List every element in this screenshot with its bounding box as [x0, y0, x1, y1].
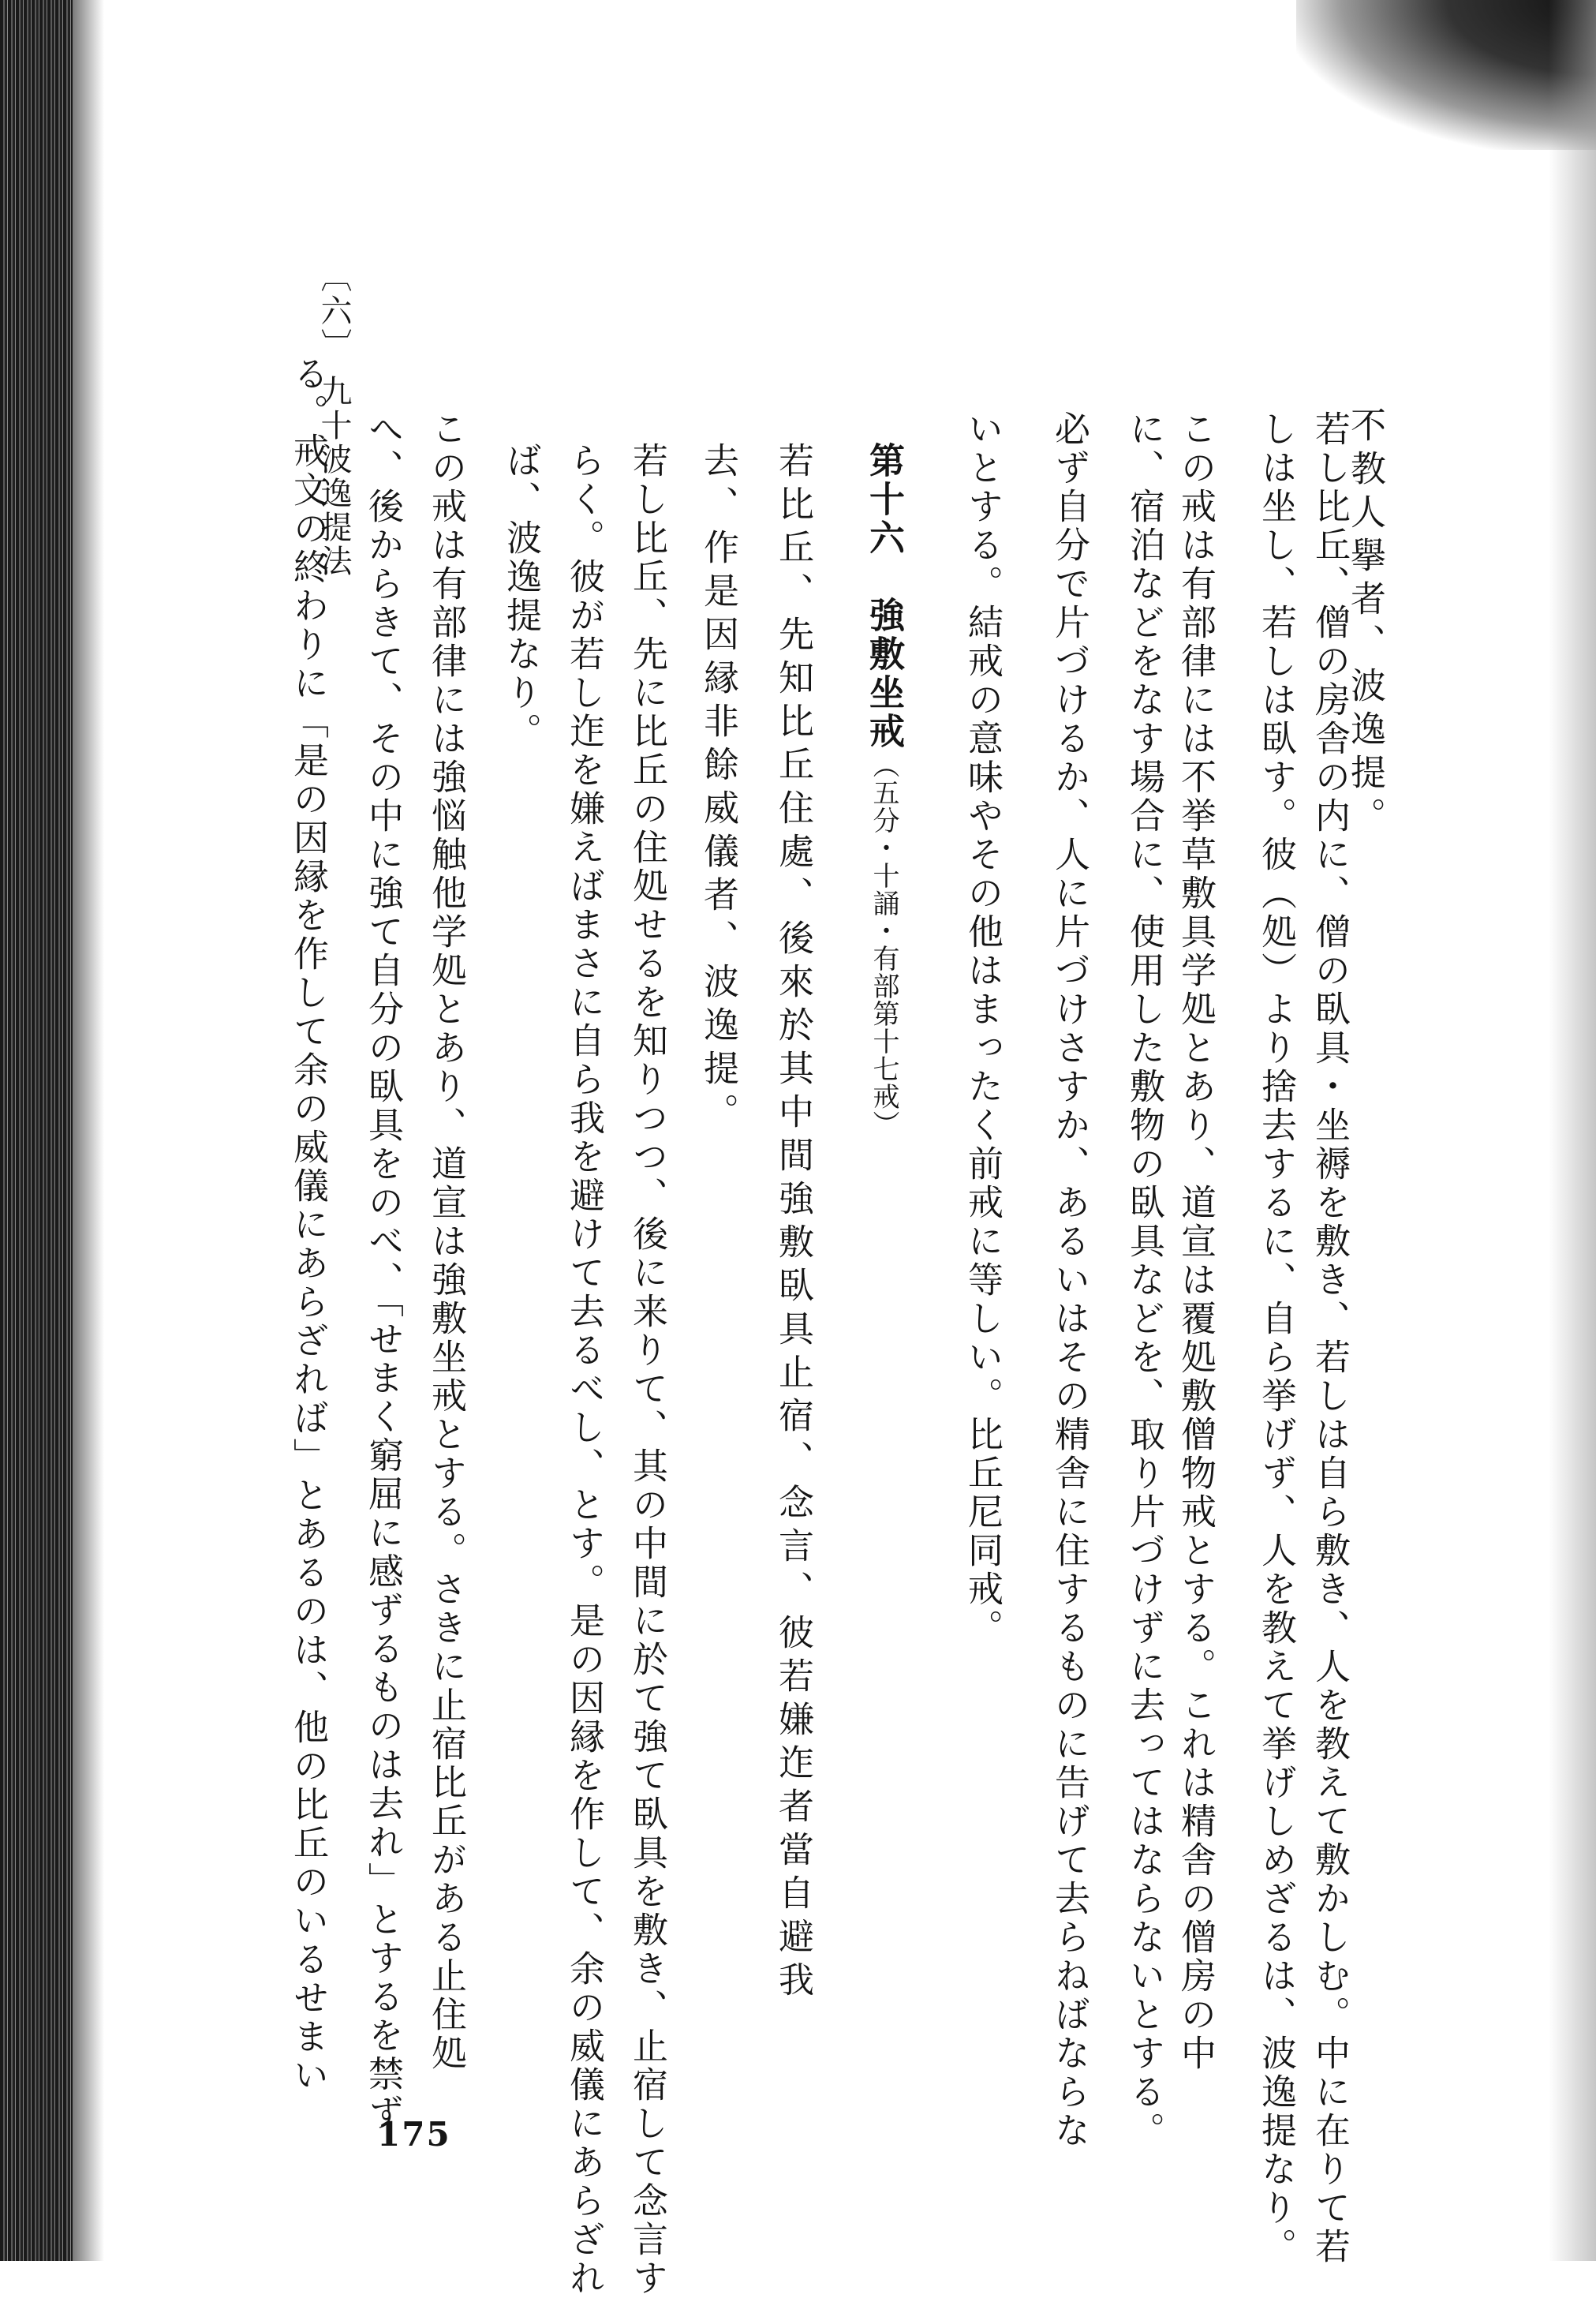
rule-heading: [860, 442, 907, 1138]
text-column-15: へ、後からきて、その中に強て自分の臥具をのべ、「せまく窮屈に感ずるものは去れ」とするを禁ず: [362, 410, 404, 2133]
text-column-12: らく。彼が若し迮を嫌えばまさに自ら我を避けて去るべし、とす。是の因縁を作して、余の威儀にあらざれ: [563, 442, 605, 2298]
text-column-11: 若し比丘、先に比丘の住処せるを知りつつ、後に来りて、其の中間に於て強て臥具を敷き、止宿して念言す: [626, 442, 668, 2298]
text-column-10: 去、作是因縁非餘威儀者、波逸提。: [697, 442, 739, 1136]
running-header: 〔六〕 九十波逸提法: [316, 260, 352, 578]
text-column-4: この戒は有部律には不挙草敷具学処とあり、道宣は覆処敷僧物戒とする。これは精舎の僧房の中: [1175, 410, 1217, 2073]
rule-heading-title: 第十六 強敷坐戒: [863, 442, 905, 751]
text-column-9: 若比丘、先知比丘住處、後來於其中間強敷臥具止宿、念言、彼若嫌迮者當自避我: [772, 442, 814, 2004]
rule-heading-note: （五分・十誦・有部第十七戒）: [868, 751, 899, 1138]
text-column-1: 不教人擧者、波逸提。: [1344, 406, 1386, 840]
text-column-2: 若し比丘、僧の房舎の内に、僧の臥具・坐褥を敷き、若しは自ら敷き、人を教えて敷かしむ。中に在りて若: [1309, 410, 1351, 2266]
book-binding-edge: [0, 0, 73, 2261]
text-column-14: この戒は有部律には強悩触他学処とあり、道宣は強敷坐戒とする。さきに止宿比丘がある止住処: [425, 410, 467, 2073]
text-column-16: る。戒文の終わりに「是の因縁を作して余の威儀にあらざれば」とあるのは、他の比丘のいるせまい: [287, 355, 329, 2095]
page-gutter-shadow: [73, 0, 104, 2261]
page-edge-shadow: [1549, 0, 1596, 2261]
text-column-13: ば、波逸提なり。: [500, 442, 542, 751]
page-number: 175: [377, 2115, 451, 2154]
text-column-6: 必ず自分で片づけるか、人に片づけさすか、あるいはその精舎に住するものに告げて去らねばならな: [1048, 410, 1090, 2150]
text-column-7: いとする。結戒の意味やその他はまったく前戒に等しい。比丘尼同戒。: [962, 410, 1004, 1648]
text-column-3: しは坐し、若しは臥す。彼（処）より捨去するに、自ら挙げず、人を教えて挙げしめざるは、波逸提なり。: [1255, 410, 1297, 2266]
text-column-5: に、宿泊などをなす場合に、使用した敷物の臥具などを、取り片づけずに去ってはならないとする。: [1123, 410, 1165, 2150]
